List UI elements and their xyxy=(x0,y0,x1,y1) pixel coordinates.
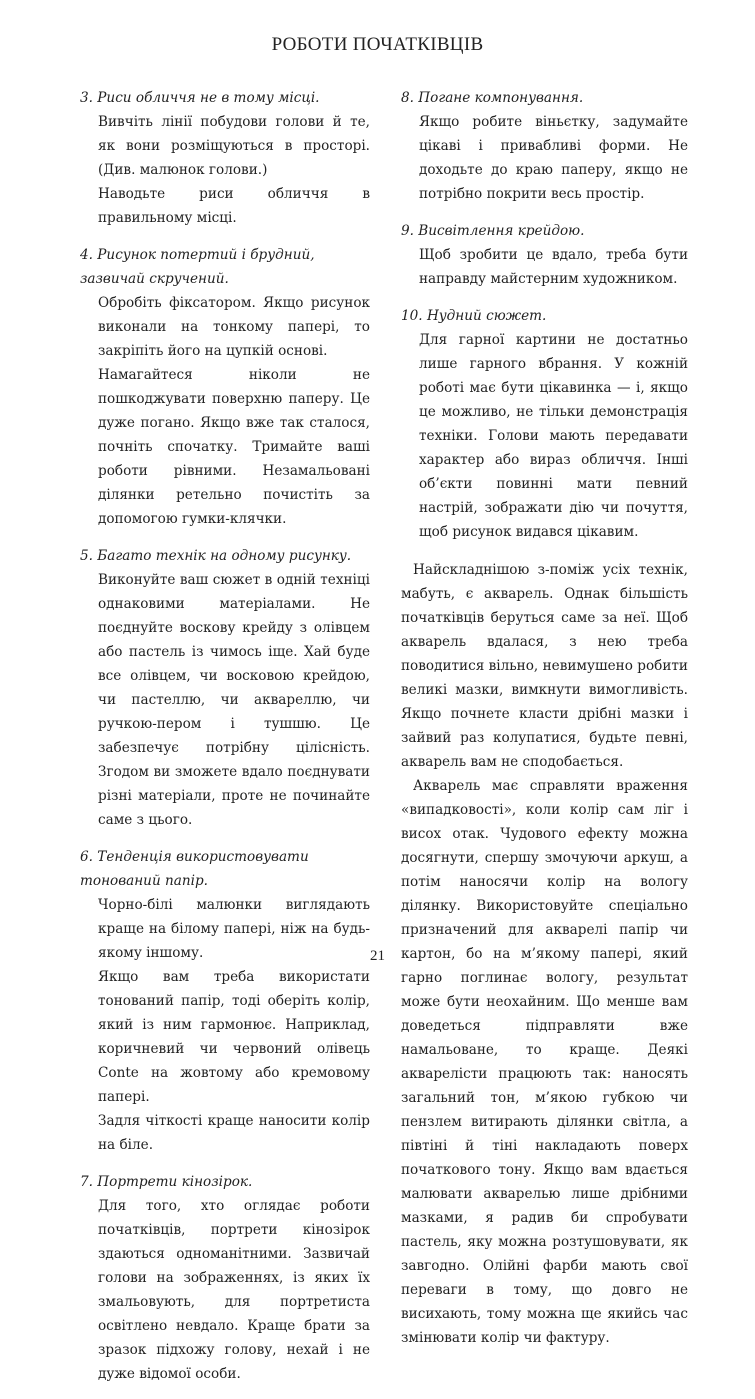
tip-heading: 6. Тенденція використовувати тонований папір. xyxy=(80,849,309,889)
tip-item-5 xyxy=(80,544,370,832)
left-column xyxy=(80,86,370,1399)
tip-item-9 xyxy=(401,219,688,291)
page-number: 21 xyxy=(370,948,385,964)
tip-item-10 xyxy=(401,304,688,544)
tip-body xyxy=(401,243,688,291)
tip-paragraph: Щоб зробити це вдало, треба бути направду майстерним художником. xyxy=(419,247,688,287)
tip-heading: 5. Багато технік на одному рисунку. xyxy=(80,548,352,564)
page-title: РОБОТИ ПОЧАТКІВЦІВ xyxy=(271,34,484,55)
tip-heading: 7. Портрети кінозірок. xyxy=(80,1174,253,1190)
tip-heading: 8. Погане компонування. xyxy=(401,90,584,106)
tip-paragraph: Наводьте риси обличчя в правильному місці. xyxy=(98,186,370,226)
tip-paragraph: Якщо вам треба використати тонований папір, тоді оберіть колір, який із ним гармонює. Наприклад, коричневий чи червоний олівець Conte на жовтому або кремовому папері. xyxy=(98,969,370,1105)
tip-paragraph: Намагайтеся ніколи не пошкоджувати поверхню паперу. Це дуже погано. Якщо вже так сталося, почніть спочатку. Тримайте ваші роботи рівними. Незамальовані ділянки ретельно почистіть за допомогою гумки-клячки. xyxy=(98,367,370,527)
tip-body xyxy=(401,328,688,544)
tip-paragraph: Задля чіткості краще наносити колір на біле. xyxy=(98,1113,370,1153)
tip-heading: 3. Риси обличчя не в тому місці. xyxy=(80,90,320,106)
tip-paragraph: Для гарної картини не достатньо лише гарного вбрання. У кожній роботі має бути цікавинка — і, якщо це можливо, не тільки демонстрація техніки. Голови мають передавати характер або вираз обличчя. Інші об’єкти повинні мати певний настрій, зображати дію чи почуття, щоб рисунок видався цікавим. xyxy=(419,332,688,540)
tip-item-4 xyxy=(80,243,370,531)
tip-body xyxy=(80,568,370,832)
tip-item-7 xyxy=(80,1170,370,1386)
tip-paragraph: Вивчіть лінії побудови голови й те, як вони розміщуються в просторі. (Див. малюнок голови.) xyxy=(98,114,370,178)
tip-body xyxy=(80,110,370,230)
tip-paragraph: Виконуйте ваш сюжет в одній техніці однаковими матеріалами. Не поєднуйте воскову крейду з олівцем або пастель із чимось іще. Хай буде все олівцем, чи восковою крейдою, чи пастеллю, чи аквареллю, чи ручкою-пером і тушшю. Це забезпечує потрібну цілісність. Згодом ви зможете вдало поєднувати різні матеріали, проте не починайте саме з цього. xyxy=(98,572,370,828)
tip-body xyxy=(80,893,370,1157)
tip-paragraph: Чорно-білі малюнки виглядають краще на білому папері, ніж на будь-якому іншому. xyxy=(98,897,370,961)
tip-item-6 xyxy=(80,845,370,1157)
tip-paragraph: Якщо робите віньєтку, задумайте цікаві і привабливі форми. Не доходьте до краю паперу, якщо не потрібно покрити весь простір. xyxy=(419,114,688,202)
tip-paragraph: Для того, хто оглядає роботи початківців, портрети кінозірок здаються одноманітними. Зазвичай голови на зображеннях, із яких їх змальовують, для портретиста освітлено невдало. Краще брати за зразок підхожу голову, нехай і не дуже відомої особи. xyxy=(98,1198,370,1382)
tip-paragraph: Обробіть фіксатором. Якщо рисунок виконали на тонкому папері, то закріпіть його на цупкій основі. xyxy=(98,295,370,359)
tip-heading: 9. Висвітлення крейдою. xyxy=(401,223,585,239)
tip-body xyxy=(80,1194,370,1386)
prose-paragraph: Акварель має справляти враження «випадковості», коли колір сам ліг і висох отак. Чудового ефекту можна досягнути, спершу змочуючи аркуш, а потім наносячи колір на вологу ділянку. Використовуйте спеціально призначений для акварелі папір чи картон, бо на м’якому папері, який гарно поглинає вологу, результат може бути неохайним. Що менше вам доведеться підправляти вже намальоване, то краще. Деякі аквареліcти працюють так: наносять загальний тон, м’якою губкою чи пензлем витирають ділянки світла, а півтіні й тіні накладають поверх початкового тону. Якщо вам вдається малювати акварелью лише дрібними мазками, я радив би спробувати пастель, яку можна розтушовувати, як завгодно. Олійні фарби мають свої переваги в тому, що довго не висихають, тому можна ще якийсь час змінювати колір чи фактуру. xyxy=(401,778,688,1346)
tip-heading: 4. Рисунок потертий і брудний, зазвичай скручений. xyxy=(80,247,315,287)
tip-item-3 xyxy=(80,86,370,230)
tip-body xyxy=(401,110,688,206)
tip-item-8 xyxy=(401,86,688,206)
prose-paragraph: Найскладнішою з-поміж усіх технік, мабуть, є акварель. Однак більшість початківців беруться саме за неї. Щоб акварель вдалася, з нею треба поводитися вільно, невимушено робити великі мазки, вимкнути вимогливість. Якщо почнете класти дрібні мазки і зайвий раз колупатися, будьте певні, акварель вам не сподобається. xyxy=(401,562,688,770)
tip-body xyxy=(80,291,370,531)
tip-heading: 10. Нудний сюжет. xyxy=(401,308,547,324)
right-column xyxy=(401,86,688,1350)
